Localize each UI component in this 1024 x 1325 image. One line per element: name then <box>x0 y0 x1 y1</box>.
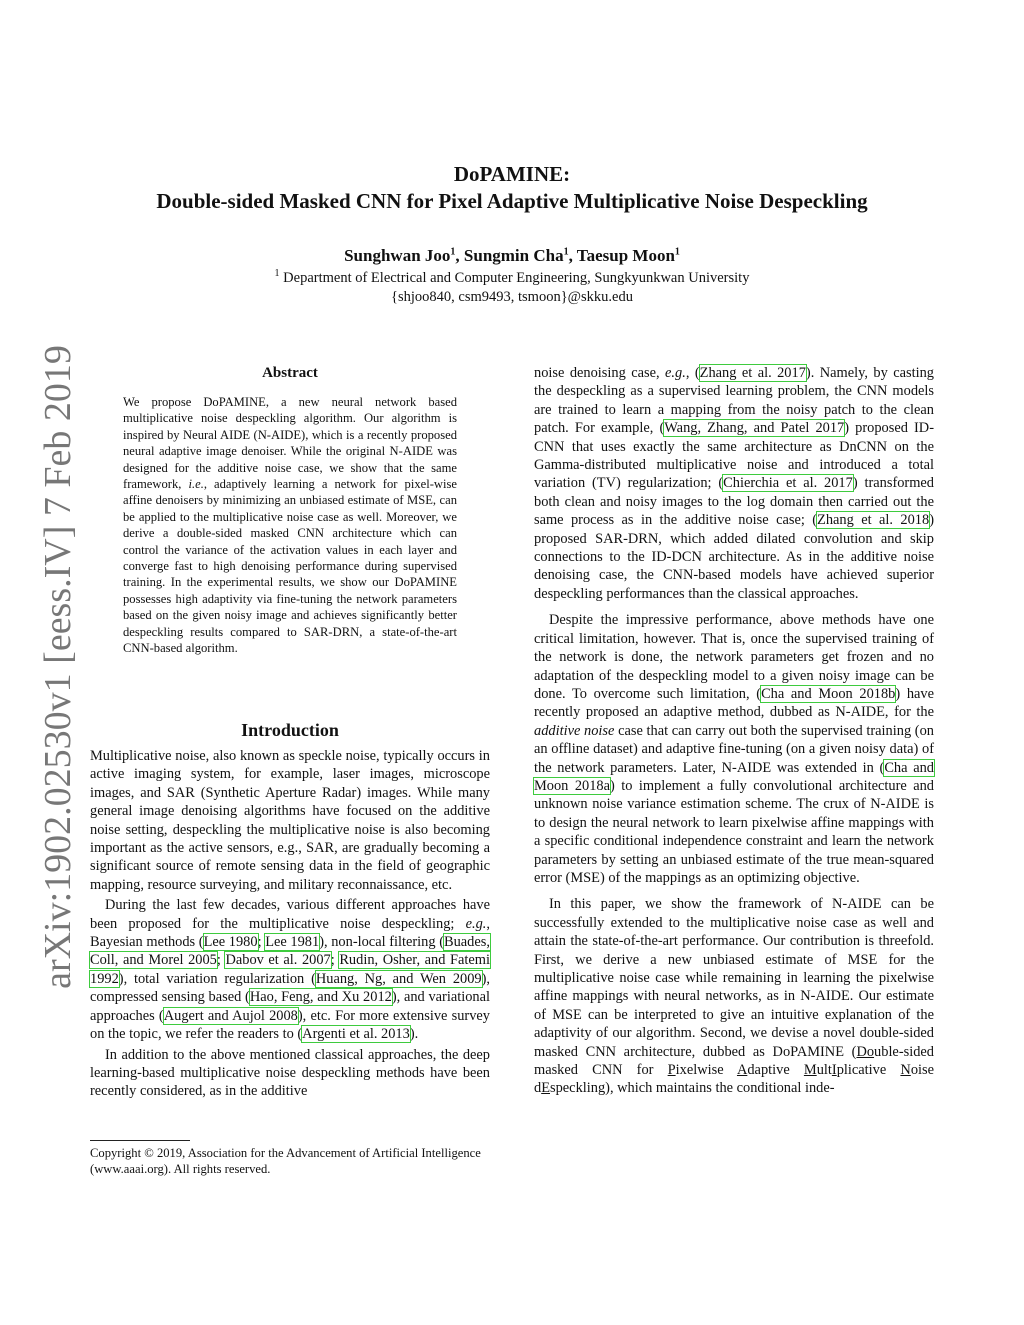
citation-link[interactable]: Huang, Ng, and Wen 2009 <box>315 970 482 987</box>
author-name: Sunghwan Joo <box>344 246 451 265</box>
footnote-rule <box>90 1140 190 1141</box>
text-run: , Bayesian methods ( <box>90 915 490 951</box>
citation-link[interactable]: Lee 1980 <box>203 934 258 951</box>
intro-paragraph-1: Multiplicative noise, also known as speckle noise, typically occurs in active imaging system, for example, laser images, microscope images, and SAR (Synthetic Aperture Radar) images. While many general image denoising algorithms have focused on the additive noise setting, despeckling the multiplicative noise is also becoming important as the active sensors, e.g., SAR, are gradually becoming a significant source of remote sensing data in the field of geographic mapping, resource surveying, and military reconnaissance, etc. <box>90 748 490 893</box>
acronym-letter: A <box>736 1062 748 1079</box>
text-run: In this paper, we show the framework of N-AIDE can be successfully extended to the multiplicative noise case as well and attain the state-of-the-art performance. Our contribution is threefold. First, we derive a new unbiased estimate of MSE for the multiplicative noise case while remaining in learning the pixelwise affine mappings with neural networks, as in N-AIDE. Our estimate of MSE can be interpreted to give an intuitive explanation of the adaptivity of our algorithm. Second, we devise a novel double-sided masked CNN architecture, dubbed as DoPAMINE ( <box>534 896 934 1060</box>
text-run: uble-sided masked CNN for <box>534 1043 934 1079</box>
affiliation-text: Department of Electrical and Computer Engineering, Sungkyunkwan University <box>279 270 750 286</box>
citation-link[interactable]: Chierchia et al. 2017 <box>723 475 853 492</box>
text-run: noise denoising case, <box>534 365 666 381</box>
text-run: 2019, Association for the Advancement of Artificial Intelligence (www.aaai.org). All rights reserved. <box>90 1146 481 1176</box>
citation-link[interactable]: Cha and Moon 2018b <box>761 685 896 702</box>
text-run: ult <box>816 1062 832 1079</box>
citation-link[interactable]: Zhang et al. 2018 <box>817 512 930 529</box>
intro-paragraph-3: In addition to the above mentioned classical approaches, the deep learning-based multiplicative noise despeckling methods have been recently considered, as in the additive <box>90 1046 490 1100</box>
right-paragraph-3 <box>534 895 934 1097</box>
citation-link[interactable]: Wang, Zhang, and Patel 2017 <box>664 420 845 437</box>
text-run: ) have recently proposed an adaptive method, dubbed as N-AIDE, for the <box>534 685 934 721</box>
copyright-symbol: © <box>144 1146 154 1160</box>
citation-link[interactable]: Dabov et al. 2007 <box>225 952 331 969</box>
text-run: e.g. <box>465 915 487 932</box>
abstract-text: , adaptively learning a network for pixel-wise affine denoisers by minimizing an unbiased estimate of MSE, can be applied to the multiplicative noise case as well. Moreover, we derive a double-sided masked CNN architecture which can control the variance of the activation values in each layer and converge fast to high denoising performance during supervised training. In the experimental results, we show our DoPAMINE possesses high adaptivity via fine-tuning the network parameters based on the given noisy image and achieves significantly better despeckling results compared to SAR-DRN, a state-of-the-art CNN-based algorithm. <box>123 477 457 656</box>
author-list <box>0 246 1024 266</box>
abstract-body <box>123 394 457 657</box>
text-run: ) transformed both clean and noisy images to the log domain then carried out the same process as in the additive noise case; ( <box>534 475 935 529</box>
right-paragraph-2 <box>534 611 934 887</box>
acronym-letter: I <box>831 1062 837 1079</box>
text-run: ), non-local filtering ( <box>319 934 444 951</box>
citation-link[interactable]: Buades, Coll, and Morel 2005 <box>90 934 490 969</box>
text-run: Copyright <box>90 1146 145 1160</box>
citation-link[interactable]: Rudin, Osher, and Fatemi 1992 <box>90 952 490 987</box>
affiliation-sup: 1 <box>274 268 280 280</box>
text-run: ) proposed SAR-DRN, which added dilated convolution and skip connections to the ID-DCN architecture. As in the additive noise denoising case, the CNN-based models have achieved superior despeckling performances than the classical approaches. <box>534 512 934 602</box>
citation-link[interactable]: Zhang et al. 2017 <box>699 365 806 381</box>
citation-link[interactable]: Argenti et al. 2013 <box>302 1026 410 1043</box>
author-name: Taesup Moon <box>576 246 675 265</box>
left-column-body <box>90 747 490 1101</box>
citation-link[interactable]: Lee 1981 <box>265 934 320 951</box>
intro-paragraph-2 <box>90 896 490 1043</box>
text-run: speckling), which maintains the conditional inde- <box>550 1080 835 1097</box>
text-run: ). <box>409 1026 419 1043</box>
text-run: ; <box>330 952 340 969</box>
right-paragraph-1 <box>534 364 934 603</box>
acronym-letter: P <box>667 1062 676 1079</box>
text-run: ; <box>216 952 226 969</box>
abstract-heading: Abstract <box>262 365 318 381</box>
text-run: oise d <box>534 1062 934 1097</box>
acronym-letter: Do <box>856 1043 875 1060</box>
author-emails: {shjoo840, csm9493, tsmoon}@skku.edu <box>391 289 633 305</box>
arxiv-stamp: arXiv:1902.02530v1 [eess.IV] 7 Feb 2019 <box>37 345 79 989</box>
citation-link[interactable]: Augert and Aujol 2008 <box>163 1007 298 1024</box>
text-run: ixelwise <box>675 1062 737 1079</box>
citation-link[interactable]: Hao, Feng, and Xu 2012 <box>249 989 392 1006</box>
acronym-letter: M <box>803 1062 817 1079</box>
author-sup: 1 <box>674 246 680 258</box>
text-run: ; <box>257 934 266 951</box>
text-run: ), etc. For more extensive survey on the topic, we refer the readers to ( <box>90 1007 490 1043</box>
abstract-ie: i.e. <box>188 477 204 492</box>
copyright-footnote <box>90 1145 490 1177</box>
abstract-text: We propose DoPAMINE, a new neural network based multiplicative noise despeckling algorithm. Our algorithm is inspired by Neural AIDE (N-AIDE), which is a recently proposed neural adaptive image denoiser. While the original N-AIDE was designed for the additive noise case, we show that the same framework, <box>123 395 457 492</box>
text-run: additive noise <box>534 722 615 739</box>
text-run: ). Namely, by casting the despeckling as a supervised learning problem, the CNN models are trained to learn a mapping from the noisy patch to the clean patch. For example, ( <box>534 365 934 437</box>
text-run: , ( <box>685 365 700 381</box>
text-run: e.g. <box>665 365 686 381</box>
acronym-letter: N <box>900 1062 911 1079</box>
author-name: Sungmin Cha <box>463 246 564 265</box>
text-run: ) proposed ID-CNN that uses exactly the same architecture as DnCNN on the Gamma-distributed multiplicative noise and introduced a total variation (TV) regularization; ( <box>534 420 934 492</box>
text-run: plicative <box>836 1062 901 1079</box>
right-column-body <box>534 364 934 1098</box>
text-run: ), and variational approaches ( <box>90 989 490 1024</box>
affiliation <box>0 270 1024 287</box>
text-run: ), total variation regularization ( <box>118 970 316 987</box>
text-run: case that can carry out both the supervised training (on an offline dataset) and adaptive fine-tuning (on a given noisy data) of the network parameters. Later, N-AIDE was extended in ( <box>534 722 934 776</box>
text-run: ) to implement a fully convolutional architecture and unknown noise variance estimation scheme. The crux of N-AIDE is to design the neural network to learn pixelwise affine mappings with a specific conditional independence constraint and learn the network parameters by setting an unbiased estimate of the true mean-squared error (MSE) of the mappings as an optimizing objective. <box>534 777 934 886</box>
text-run: Despite the impressive performance, above methods have one critical limitation, however. That is, once the supervised training of the network is done, the network parameters get frozen and no adaptation of the despeckling model to a given noisy image can be done. To overcome such limitation, ( <box>534 612 934 702</box>
author-separator: , <box>455 246 464 265</box>
paper-title-line-1: DoPAMINE: <box>453 162 571 186</box>
text-run: daptive <box>747 1062 804 1079</box>
author-separator: , <box>568 246 577 265</box>
text-run: ), compressed sensing based ( <box>90 970 490 1006</box>
paper-title-line-2: Double-sided Masked CNN for Pixel Adaptive Multiplicative Noise Despeckling <box>156 189 868 213</box>
acronym-letter: E <box>541 1080 550 1097</box>
citation-link[interactable]: Cha and Moon 2018a <box>534 759 934 794</box>
introduction-heading: Introduction <box>241 720 339 740</box>
text-run: During the last few decades, various different approaches have been proposed for the multiplicative noise despeckling; <box>90 897 490 932</box>
author-sup: 1 <box>450 246 456 258</box>
author-sup: 1 <box>563 246 569 258</box>
